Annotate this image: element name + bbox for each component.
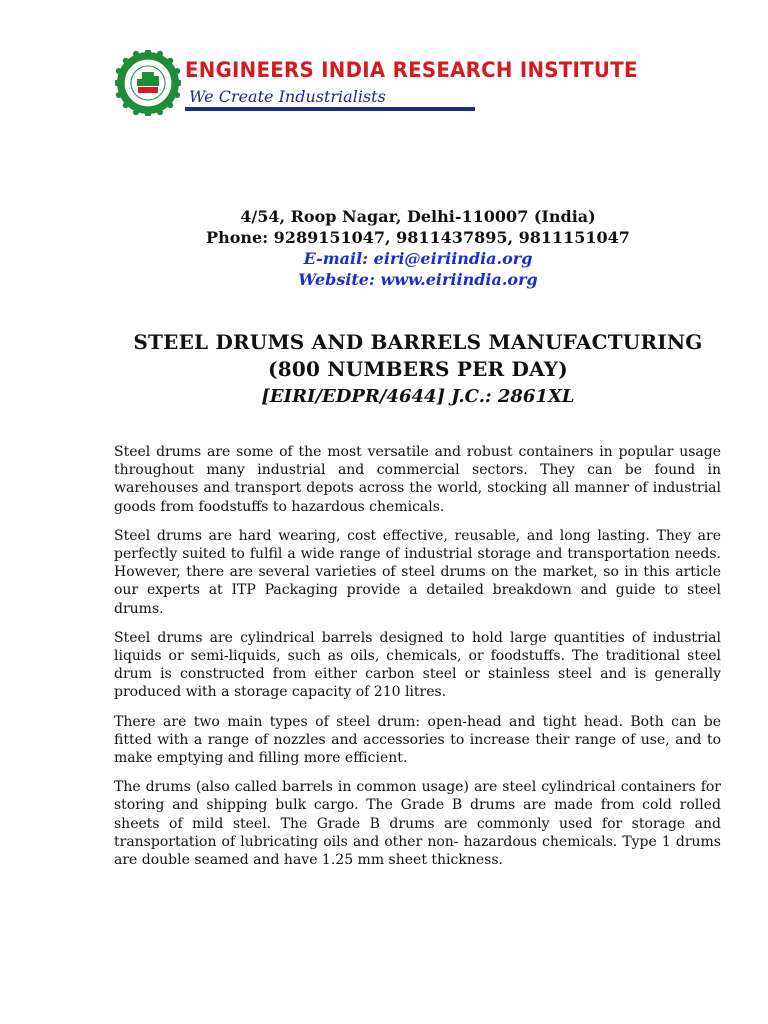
contact-block xyxy=(0,206,768,290)
email-link[interactable]: E-mail: eiri@eiriindia.org xyxy=(303,249,533,268)
address-line: 4/54, Roop Nagar, Delhi-110007 (India) xyxy=(240,207,596,226)
phone-line: Phone: 9289151047, 9811437895, 9811151047 xyxy=(206,228,630,247)
paragraph: Steel drums are some of the most versatile and robust containers in popular usage throughout many industrial and commercial sectors. They can be found in warehouses and transport depots across the world, stocking all manner of industrial goods from foodstuffs to hazardous chemicals. xyxy=(114,444,721,515)
paragraph: Steel drums are hard wearing, cost effective, reusable, and long lasting. They are perfectly suited to fulfil a wide range of industrial storage and transportation needs. However, there are several varieties of steel drums on the market, so in this article our experts at ITP Packaging provide a detailed breakdown and guide to steel drums. xyxy=(114,527,721,617)
project-code: [EIRI/EDPR/4644] J.C.: 2861XL xyxy=(261,386,575,407)
paragraph: There are two main types of steel drum: open-head and tight head. Both can be fitted with a range of nozzles and accessories to increase their range of use, and to make emptying and filling more efficient. xyxy=(114,713,721,767)
document-title-block xyxy=(0,329,768,410)
paragraph: The drums (also called barrels in common usage) are steel cylindrical containers for storing and shipping bulk cargo. The Grade B drums are made from cold rolled sheets of mild steel. The Grade B drums are commonly used for storage and transportation of lubricating oils and other non- hazardous chemicals. Type 1 drums are double seamed and have 1.25 mm sheet thickness. xyxy=(114,779,721,869)
body-text xyxy=(114,443,721,880)
document-title-line-2: (800 NUMBERS PER DAY) xyxy=(268,357,568,381)
document-title-line-1: STEEL DRUMS AND BARRELS MANUFACTURING xyxy=(133,330,703,354)
eiri-seal-icon xyxy=(115,50,181,116)
organization-tagline: We Create Industrialists xyxy=(189,87,386,106)
website-link[interactable]: Website: www.eiriindia.org xyxy=(298,270,538,289)
tagline-underline xyxy=(185,106,475,112)
organization-name: ENGINEERS INDIA RESEARCH INSTITUTE xyxy=(185,58,638,82)
paragraph: Steel drums are cylindrical barrels designed to hold large quantities of industrial liquids or semi-liquids, such as oils, chemicals, or foodstuffs. The traditional steel drum is constructed from either carbon steel or stainless steel and is generally produced with a storage capacity of 210 litres. xyxy=(114,629,721,701)
letterhead-logo xyxy=(115,50,638,120)
